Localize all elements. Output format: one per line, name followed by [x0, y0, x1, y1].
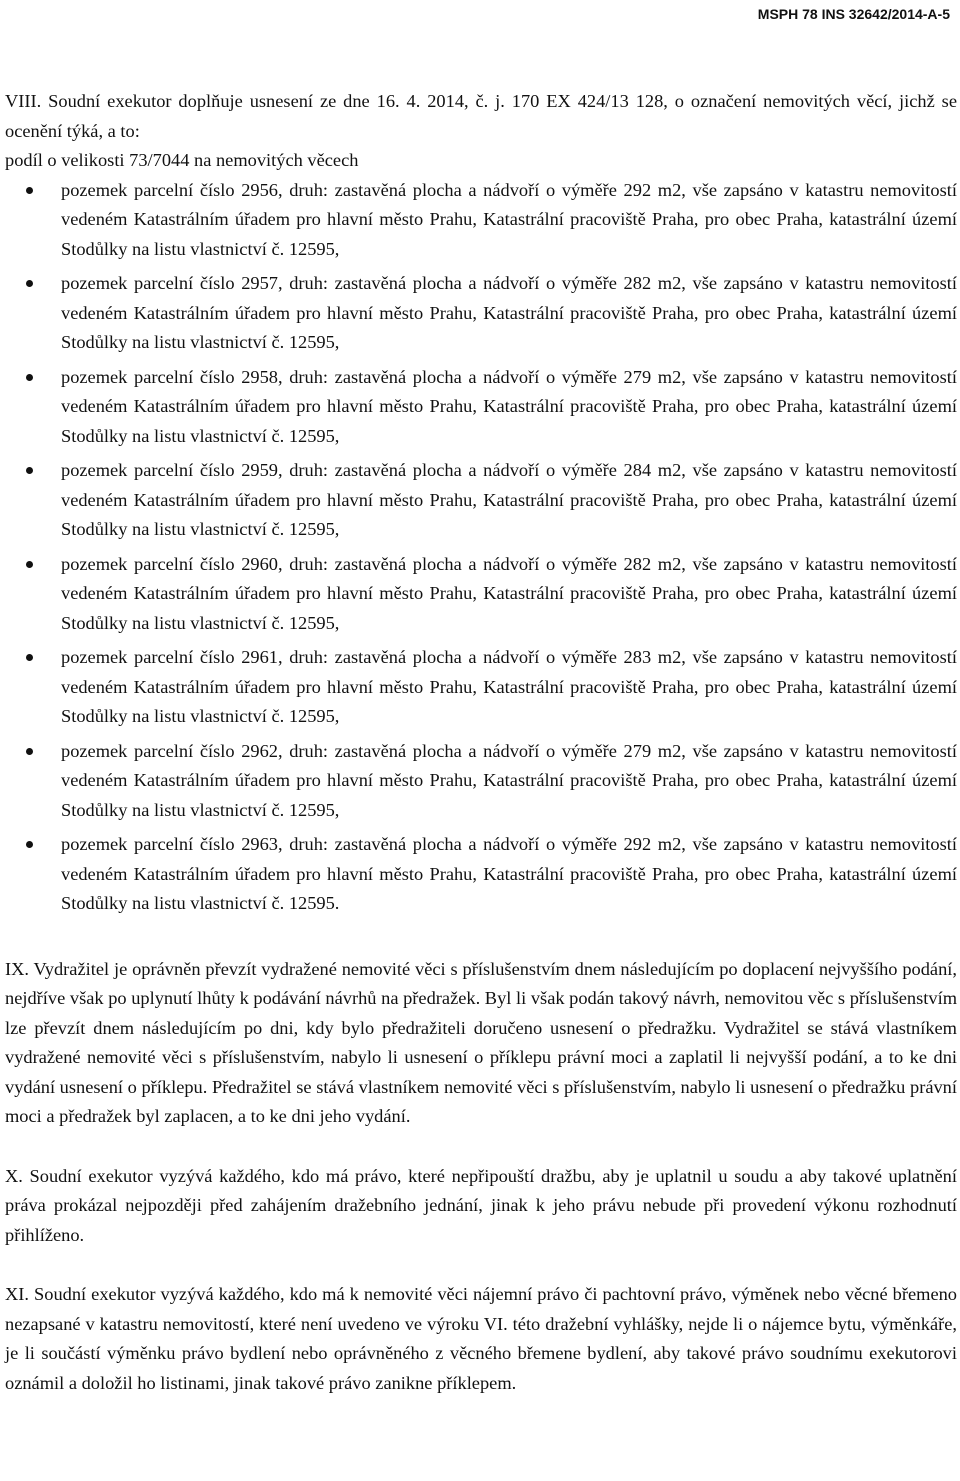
section-ix-text: IX. Vydražitel je oprávněn převzít vydražené nemovité věci s příslušenstvím dnem následujícím po doplacení nejvyššího podání, nejdříve však po uplynutí lhůty k podávání návrhů na předražek. Byl li však podán takový návrh, nemovitou věc s příslušenstvím lze převzít dnem následujícím po dni, kdy bylo předražiteli doručeno usnesení o předražku. Vydražitel se stává vlastníkem vydražené nemovité věci s příslušenstvím, nabylo li usnesení o příklepu právní moci a zaplatil li nejvyšší podání, a to ke dni vydání usnesení o příklepu. Předražitel se stává vlastníkem nemovité věci s příslušenstvím, nabylo li usnesení o předražku právní moci a předražek byl zaplacen, a to ke dni jeho vydání. — [5, 958, 957, 1126]
parcel-item: pozemek parcelní číslo 2958, druh: zastavěná plocha a nádvoří o výměře 279 m2, vše zapsáno v katastru nemovitostí vedeném Katastrálním úřadem pro hlavní město Prahu, Katastrální pracoviště Praha, pro obec Praha, katastrální území Stodůlky na listu vlastnictví č. 12595, — [5, 363, 957, 452]
section-xi — [5, 1280, 957, 1398]
parcel-item: pozemek parcelní číslo 2961, druh: zastavěná plocha a nádvoří o výměře 283 m2, vše zapsáno v katastru nemovitostí vedeném Katastrálním úřadem pro hlavní město Prahu, Katastrální pracoviště Praha, pro obec Praha, katastrální území Stodůlky na listu vlastnictví č. 12595, — [5, 643, 957, 732]
section-x-text: X. Soudní exekutor vyzývá každého, kdo má právo, které nepřipouští dražbu, aby je uplatnil u soudu a aby takové uplatnění práva prokázal nejpozději před zahájením dražebního jednání, jinak k jeho právu nebude při provedení výkonu rozhodnutí přihlíženo. — [5, 1165, 957, 1245]
parcel-item: pozemek parcelní číslo 2962, druh: zastavěná plocha a nádvoří o výměře 279 m2, vše zapsáno v katastru nemovitostí vedeném Katastrálním úřadem pro hlavní město Prahu, Katastrální pracoviště Praha, pro obec Praha, katastrální území Stodůlky na listu vlastnictví č. 12595, — [5, 737, 957, 826]
parcel-item: pozemek parcelní číslo 2963, druh: zastavěná plocha a nádvoří o výměře 292 m2, vše zapsáno v katastru nemovitostí vedeném Katastrálním úřadem pro hlavní město Prahu, Katastrální pracoviště Praha, pro obec Praha, katastrální území Stodůlky na listu vlastnictví č. 12595. — [5, 830, 957, 919]
section-viii — [5, 87, 957, 919]
parcel-item: pozemek parcelní číslo 2957, druh: zastavěná plocha a nádvoří o výměře 282 m2, vše zapsáno v katastru nemovitostí vedeném Katastrálním úřadem pro hlavní město Prahu, Katastrální pracoviště Praha, pro obec Praha, katastrální území Stodůlky na listu vlastnictví č. 12595, — [5, 269, 957, 358]
parcel-item: pozemek parcelní číslo 2959, druh: zastavěná plocha a nádvoří o výměře 284 m2, vše zapsáno v katastru nemovitostí vedeném Katastrálním úřadem pro hlavní město Prahu, Katastrální pracoviště Praha, pro obec Praha, katastrální území Stodůlky na listu vlastnictví č. 12595, — [5, 456, 957, 545]
parcel-item: pozemek parcelní číslo 2960, druh: zastavěná plocha a nádvoří o výměře 282 m2, vše zapsáno v katastru nemovitostí vedeném Katastrálním úřadem pro hlavní město Prahu, Katastrální pracoviště Praha, pro obec Praha, katastrální území Stodůlky na listu vlastnictví č. 12595, — [5, 550, 957, 639]
section-viii-intro: VIII. Soudní exekutor doplňuje usnesení ze dne 16. 4. 2014, č. j. 170 EX 424/13 128, o označení nemovitých věcí, jichž se ocenění týká, a to: — [5, 91, 957, 141]
parcel-list — [5, 176, 957, 919]
section-x — [5, 1162, 957, 1251]
section-ix — [5, 955, 957, 1132]
section-xi-text: XI. Soudní exekutor vyzývá každého, kdo má k nemovité věci nájemní právo či pachtovní právo, výměnek nebo věcné břemeno nezapsané v katastru nemovitostí, které není uvedeno ve výroku VI. této dražební vyhlášky, nejde li o nájemce bytu, výměnkáře, je li součástí výměnku právo bydlení nebo oprávněného z věcného břemene bydlení, aby takové právo soudnímu exekutorovi oznámil a doložil ho listinami, jinak takové právo zanikne příklepem. — [5, 1284, 957, 1393]
parcel-item: pozemek parcelní číslo 2956, druh: zastavěná plocha a nádvoří o výměře 292 m2, vše zapsáno v katastru nemovitostí vedeném Katastrálním úřadem pro hlavní město Prahu, Katastrální pracoviště Praha, pro obec Praha, katastrální území Stodůlky na listu vlastnictví č. 12595, — [5, 176, 957, 265]
document-reference: MSPH 78 INS 32642/2014-A-5 — [757, 6, 950, 22]
section-viii-share: podíl o velikosti 73/7044 na nemovitých věcech — [5, 150, 359, 170]
document-page — [5, 87, 957, 1398]
